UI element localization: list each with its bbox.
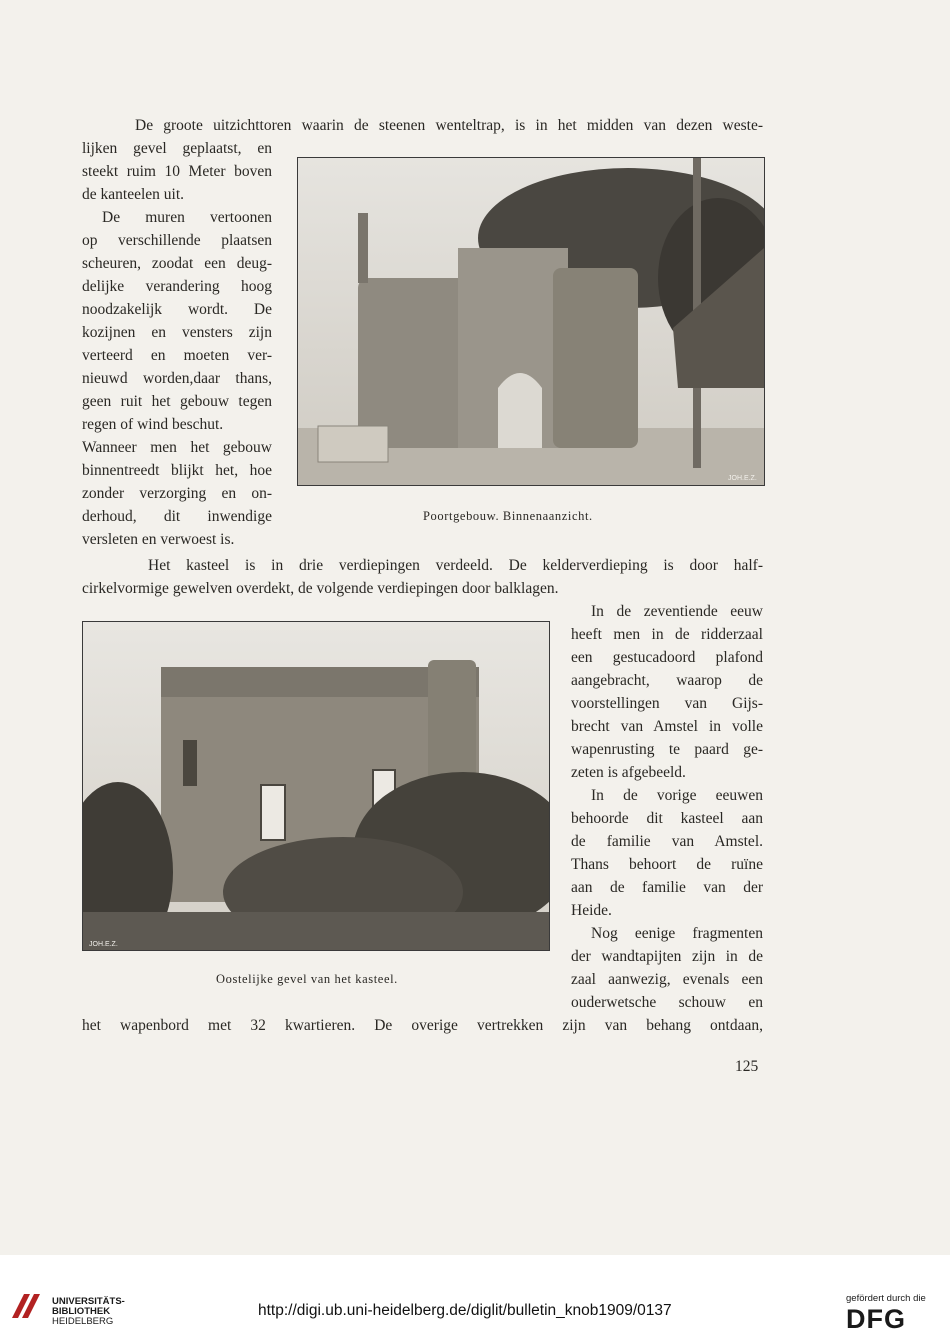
text-line: zaal aanwezig, evenals een (571, 971, 763, 988)
text-line: zonder verzorging en on- (82, 485, 272, 502)
text-line: De groote uitzichttoren waarin de steenen wenteltrap, is in het midden van dezen weste- (135, 117, 763, 134)
text-line: Het kasteel is in drie verdiepingen verdeeld. De kelderverdieping is door half- (148, 557, 763, 574)
source-url-link[interactable]: http://digi.ub.uni-heidelberg.de/diglit/bulletin_knob1909/0137 (258, 1302, 672, 1319)
photo-signature: JOH.E.Z. (728, 475, 757, 482)
photo-gatehouse-interior (297, 157, 765, 486)
text-line: der wandtapijten zijn in de (571, 948, 763, 965)
text-line: nieuwd worden,daar thans, (82, 370, 272, 387)
text-line: geen ruit het gebouw tegen (82, 393, 272, 410)
text-line: scheuren, zoodat een deug- (82, 255, 272, 272)
text-line: Thans behoort de ruïne (571, 856, 763, 873)
text-line: noodzakelijk wordt. De (82, 301, 272, 318)
text-line: heeft men in de ridderzaal (571, 626, 763, 643)
text-line: delijke verandering hoog (82, 278, 272, 295)
funding-text: gefördert durch die (846, 1293, 926, 1304)
text-line: de kanteelen uit. (82, 186, 184, 203)
castle-illustration (83, 622, 549, 950)
text-line: wapenrusting te paard ge- (571, 741, 763, 758)
text-line: een gestucadoord plafond (571, 649, 763, 666)
page-number: 125 (735, 1058, 759, 1075)
caption-photo1: Poortgebouw. Binnenaanzicht. (423, 509, 593, 523)
text-line: ouderwetsche schouw en (571, 994, 763, 1011)
text-line: De muren vertoonen (102, 209, 272, 226)
text-line: regen of wind beschut. (82, 416, 224, 433)
text-line: versleten en verwoest is. (82, 531, 235, 548)
text-line: de familie van Amstel. (571, 833, 763, 850)
text-line: derhoud, dit inwendige (82, 508, 272, 525)
text-line: brecht van Amstel in volle (571, 718, 763, 735)
text-line: aangebracht, waarop de (571, 672, 763, 689)
university-library-logo-icon (10, 1290, 44, 1320)
text-line: zeten is afgebeeld. (571, 764, 686, 781)
photo-signature: JOH.E.Z. (89, 941, 118, 948)
text-line: verteerd en moeten ver- (82, 347, 272, 364)
text-line: het wapenbord met 32 kwartieren. De overige vertrekken zijn van behang ontdaan, (82, 1017, 763, 1034)
caption-photo2: Oostelijke gevel van het kasteel. (216, 972, 398, 986)
gatehouse-illustration (298, 158, 764, 485)
text-line: In de zeventiende eeuw (591, 603, 763, 620)
text-line: aan de familie van der (571, 879, 763, 896)
text-line: binnentreedt blijkt het, hoe (82, 462, 272, 479)
text-line: Nog eenige fragmenten (591, 925, 763, 942)
text-line: lijken gevel geplaatst, en (82, 140, 272, 157)
text-line: behoorde dit kasteel aan (571, 810, 763, 827)
text-line: Heide. (571, 902, 612, 919)
text-line: voorstellingen van Gijs- (571, 695, 763, 712)
text-line: steekt ruim 10 Meter boven (82, 163, 272, 180)
text-line: In de vorige eeuwen (591, 787, 763, 804)
photo-castle-east-facade (82, 621, 550, 951)
text-line: kozijnen en vensters zijn (82, 324, 272, 341)
text-line: Wanneer men het gebouw (82, 439, 272, 456)
text-line: op verschillende plaatsen (82, 232, 272, 249)
library-name: UNIVERSITÄTS- BIBLIOTHEK HEIDELBERG (52, 1296, 125, 1327)
text-line: cirkelvormige gewelven overdekt, de volgende verdiepingen door balklagen. (82, 580, 559, 597)
dfg-logo: DFG (846, 1304, 906, 1334)
